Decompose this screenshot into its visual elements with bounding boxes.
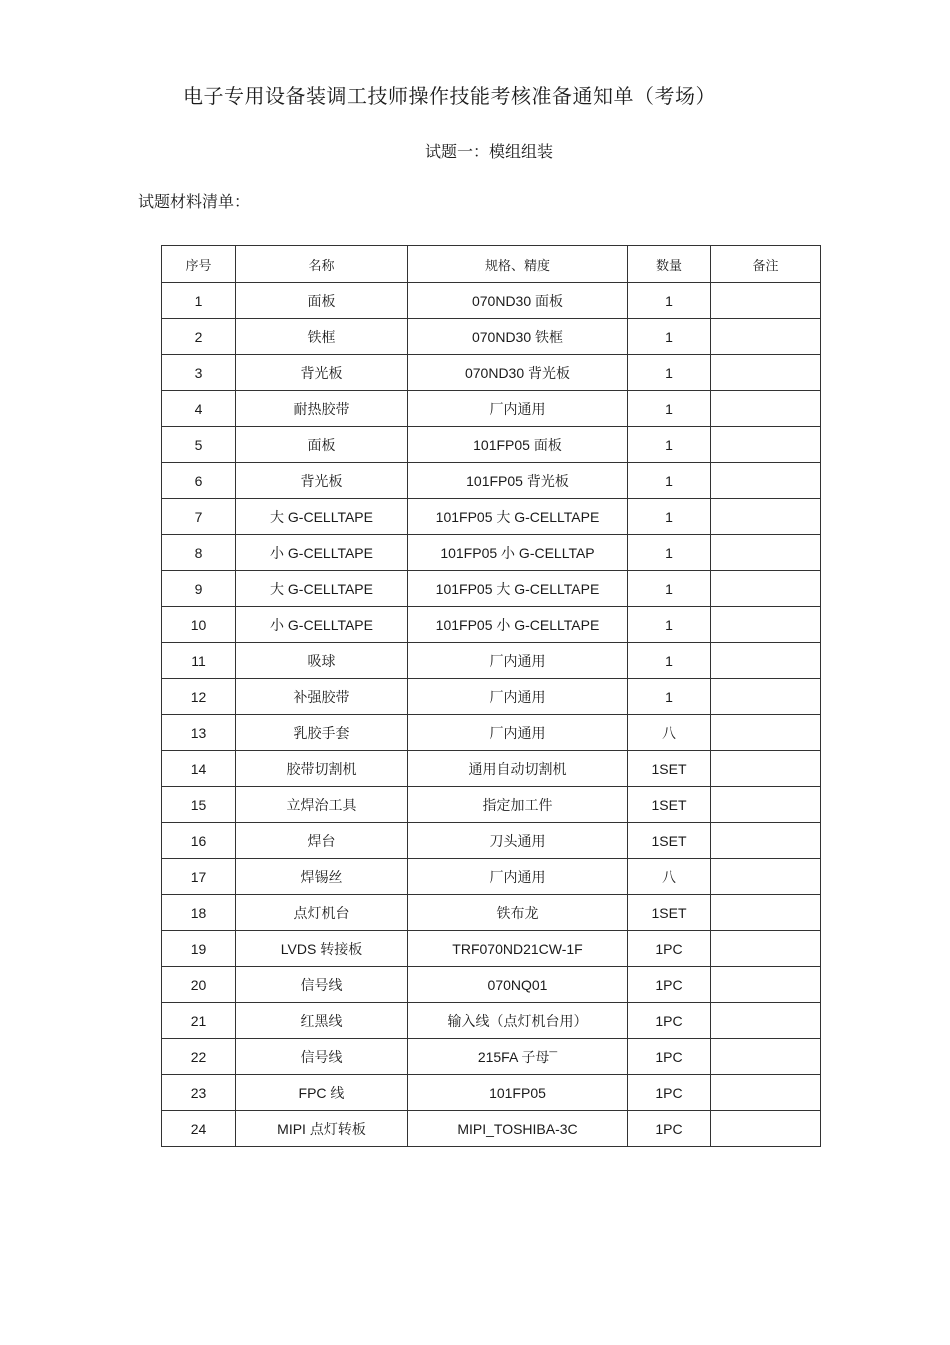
cell-quantity: 1 — [628, 283, 711, 319]
cell-serial-number: 7 — [162, 499, 236, 535]
table-row — [162, 319, 821, 355]
cell-spec: 刀头通用 — [408, 823, 628, 859]
cell-quantity: 1PC — [628, 1003, 711, 1039]
cell-spec: 铁布龙 — [408, 895, 628, 931]
cell-name: MIPI 点灯转板 — [236, 1111, 408, 1147]
table-row — [162, 643, 821, 679]
table-row — [162, 535, 821, 571]
cell-serial-number: 20 — [162, 967, 236, 1003]
cell-remarks — [711, 787, 821, 823]
table-row — [162, 787, 821, 823]
cell-quantity: 1 — [628, 391, 711, 427]
cell-remarks — [711, 967, 821, 1003]
cell-quantity: 1 — [628, 355, 711, 391]
cell-spec: MIPI_TOSHIBA-3C — [408, 1111, 628, 1147]
cell-remarks — [711, 571, 821, 607]
cell-serial-number: 11 — [162, 643, 236, 679]
cell-name: 面板 — [236, 427, 408, 463]
cell-serial-number: 17 — [162, 859, 236, 895]
table-row — [162, 1039, 821, 1075]
cell-remarks — [711, 391, 821, 427]
table-row — [162, 355, 821, 391]
table-row — [162, 283, 821, 319]
cell-name: 焊锡丝 — [236, 859, 408, 895]
cell-name: 乳胶手套 — [236, 715, 408, 751]
cell-remarks — [711, 499, 821, 535]
cell-name: 焊台 — [236, 823, 408, 859]
cell-serial-number: 16 — [162, 823, 236, 859]
header-name: 名称 — [236, 246, 408, 283]
table-row — [162, 715, 821, 751]
cell-name: 吸球 — [236, 643, 408, 679]
cell-serial-number: 24 — [162, 1111, 236, 1147]
table-row — [162, 463, 821, 499]
cell-serial-number: 21 — [162, 1003, 236, 1039]
cell-quantity: 1SET — [628, 751, 711, 787]
cell-spec: 厂内通用 — [408, 859, 628, 895]
cell-quantity: 八 — [628, 859, 711, 895]
cell-quantity: 1PC — [628, 931, 711, 967]
table-header-row — [162, 246, 821, 283]
cell-spec: 101FP05 小 G-CELLTAP — [408, 535, 628, 571]
table-row — [162, 967, 821, 1003]
cell-spec: TRF070ND21CW-1F — [408, 931, 628, 967]
cell-spec: 070ND30 铁框 — [408, 319, 628, 355]
cell-remarks — [711, 427, 821, 463]
cell-spec: 厂内通用 — [408, 643, 628, 679]
cell-spec: 指定加工件 — [408, 787, 628, 823]
materials-table — [161, 245, 821, 1147]
cell-remarks — [711, 1039, 821, 1075]
cell-serial-number: 22 — [162, 1039, 236, 1075]
cell-quantity: 1 — [628, 499, 711, 535]
cell-quantity: 1 — [628, 463, 711, 499]
cell-name: 背光板 — [236, 355, 408, 391]
cell-name: LVDS 转接板 — [236, 931, 408, 967]
table-row — [162, 1075, 821, 1111]
cell-name: 铁框 — [236, 319, 408, 355]
header-remarks: 备注 — [711, 246, 821, 283]
cell-remarks — [711, 895, 821, 931]
cell-name: 耐热胶带 — [236, 391, 408, 427]
header-quantity: 数量 — [628, 246, 711, 283]
cell-spec: 厂内通用 — [408, 715, 628, 751]
cell-quantity: 1PC — [628, 1075, 711, 1111]
cell-spec: 厂内通用 — [408, 391, 628, 427]
cell-remarks — [711, 1003, 821, 1039]
cell-remarks — [711, 1075, 821, 1111]
cell-name: 大 G-CELLTAPE — [236, 499, 408, 535]
cell-quantity: 1SET — [628, 895, 711, 931]
cell-serial-number: 8 — [162, 535, 236, 571]
cell-spec: 厂内通用 — [408, 679, 628, 715]
table-row — [162, 499, 821, 535]
cell-serial-number: 1 — [162, 283, 236, 319]
cell-spec: 101FP05 大 G-CELLTAPE — [408, 499, 628, 535]
cell-serial-number: 14 — [162, 751, 236, 787]
cell-quantity: 1 — [628, 427, 711, 463]
header-serial-number: 序号 — [162, 246, 236, 283]
cell-remarks — [711, 607, 821, 643]
cell-serial-number: 9 — [162, 571, 236, 607]
cell-remarks — [711, 283, 821, 319]
cell-name: 背光板 — [236, 463, 408, 499]
cell-name: 信号线 — [236, 1039, 408, 1075]
cell-serial-number: 12 — [162, 679, 236, 715]
cell-spec: 070ND30 面板 — [408, 283, 628, 319]
cell-quantity: 1 — [628, 607, 711, 643]
cell-quantity: 1PC — [628, 1111, 711, 1147]
cell-serial-number: 3 — [162, 355, 236, 391]
cell-quantity: 1 — [628, 319, 711, 355]
cell-name: 大 G-CELLTAPE — [236, 571, 408, 607]
cell-quantity: 1SET — [628, 823, 711, 859]
cell-quantity: 八 — [628, 715, 711, 751]
cell-quantity: 1 — [628, 535, 711, 571]
cell-serial-number: 6 — [162, 463, 236, 499]
cell-name: 胶带切割机 — [236, 751, 408, 787]
table-row — [162, 823, 821, 859]
cell-remarks — [711, 643, 821, 679]
cell-name: 小 G-CELLTAPE — [236, 607, 408, 643]
cell-quantity: 1 — [628, 643, 711, 679]
table-row — [162, 391, 821, 427]
cell-spec: 101FP05 大 G-CELLTAPE — [408, 571, 628, 607]
table-row — [162, 751, 821, 787]
cell-quantity: 1PC — [628, 1039, 711, 1075]
cell-spec: 215FA 子母¯ — [408, 1039, 628, 1075]
cell-name: 信号线 — [236, 967, 408, 1003]
cell-spec: 101FP05 — [408, 1075, 628, 1111]
cell-serial-number: 4 — [162, 391, 236, 427]
cell-serial-number: 18 — [162, 895, 236, 931]
cell-serial-number: 2 — [162, 319, 236, 355]
cell-spec: 101FP05 面板 — [408, 427, 628, 463]
table-row — [162, 607, 821, 643]
cell-remarks — [711, 715, 821, 751]
cell-spec: 070ND30 背光板 — [408, 355, 628, 391]
cell-quantity: 1 — [628, 571, 711, 607]
table-body — [162, 283, 821, 1147]
cell-remarks — [711, 1111, 821, 1147]
table-row — [162, 1111, 821, 1147]
table-row — [162, 895, 821, 931]
cell-quantity: 1SET — [628, 787, 711, 823]
cell-remarks — [711, 823, 821, 859]
cell-serial-number: 19 — [162, 931, 236, 967]
cell-name: 红黑线 — [236, 1003, 408, 1039]
cell-spec: 101FP05 小 G-CELLTAPE — [408, 607, 628, 643]
cell-quantity: 1PC — [628, 967, 711, 1003]
cell-serial-number: 10 — [162, 607, 236, 643]
cell-remarks — [711, 355, 821, 391]
cell-spec: 输入线（点灯机台用） — [408, 1003, 628, 1039]
cell-spec: 通用自动切割机 — [408, 751, 628, 787]
cell-serial-number: 15 — [162, 787, 236, 823]
material-list-label: 试题材料清单： — [138, 192, 251, 211]
cell-remarks — [711, 679, 821, 715]
cell-name: FPC 线 — [236, 1075, 408, 1111]
cell-name: 补强胶带 — [236, 679, 408, 715]
header-spec-precision: 规格、精度 — [408, 246, 628, 283]
table-row — [162, 679, 821, 715]
table-row — [162, 1003, 821, 1039]
table-row — [162, 427, 821, 463]
question-subtitle: 试题一：模组组装 — [425, 142, 554, 161]
cell-spec: 101FP05 背光板 — [408, 463, 628, 499]
cell-remarks — [711, 319, 821, 355]
table-row — [162, 931, 821, 967]
document-title: 电子专用设备装调工技师操作技能考核准备通知单（考场） — [183, 84, 716, 108]
cell-remarks — [711, 859, 821, 895]
cell-serial-number: 13 — [162, 715, 236, 751]
cell-spec: 070NQ01 — [408, 967, 628, 1003]
cell-remarks — [711, 463, 821, 499]
cell-quantity: 1 — [628, 679, 711, 715]
table-row — [162, 571, 821, 607]
cell-name: 面板 — [236, 283, 408, 319]
cell-serial-number: 5 — [162, 427, 236, 463]
cell-serial-number: 23 — [162, 1075, 236, 1111]
cell-name: 小 G-CELLTAPE — [236, 535, 408, 571]
cell-remarks — [711, 751, 821, 787]
cell-name: 点灯机台 — [236, 895, 408, 931]
cell-name: 立焊治工具 — [236, 787, 408, 823]
table-row — [162, 859, 821, 895]
cell-remarks — [711, 931, 821, 967]
cell-remarks — [711, 535, 821, 571]
